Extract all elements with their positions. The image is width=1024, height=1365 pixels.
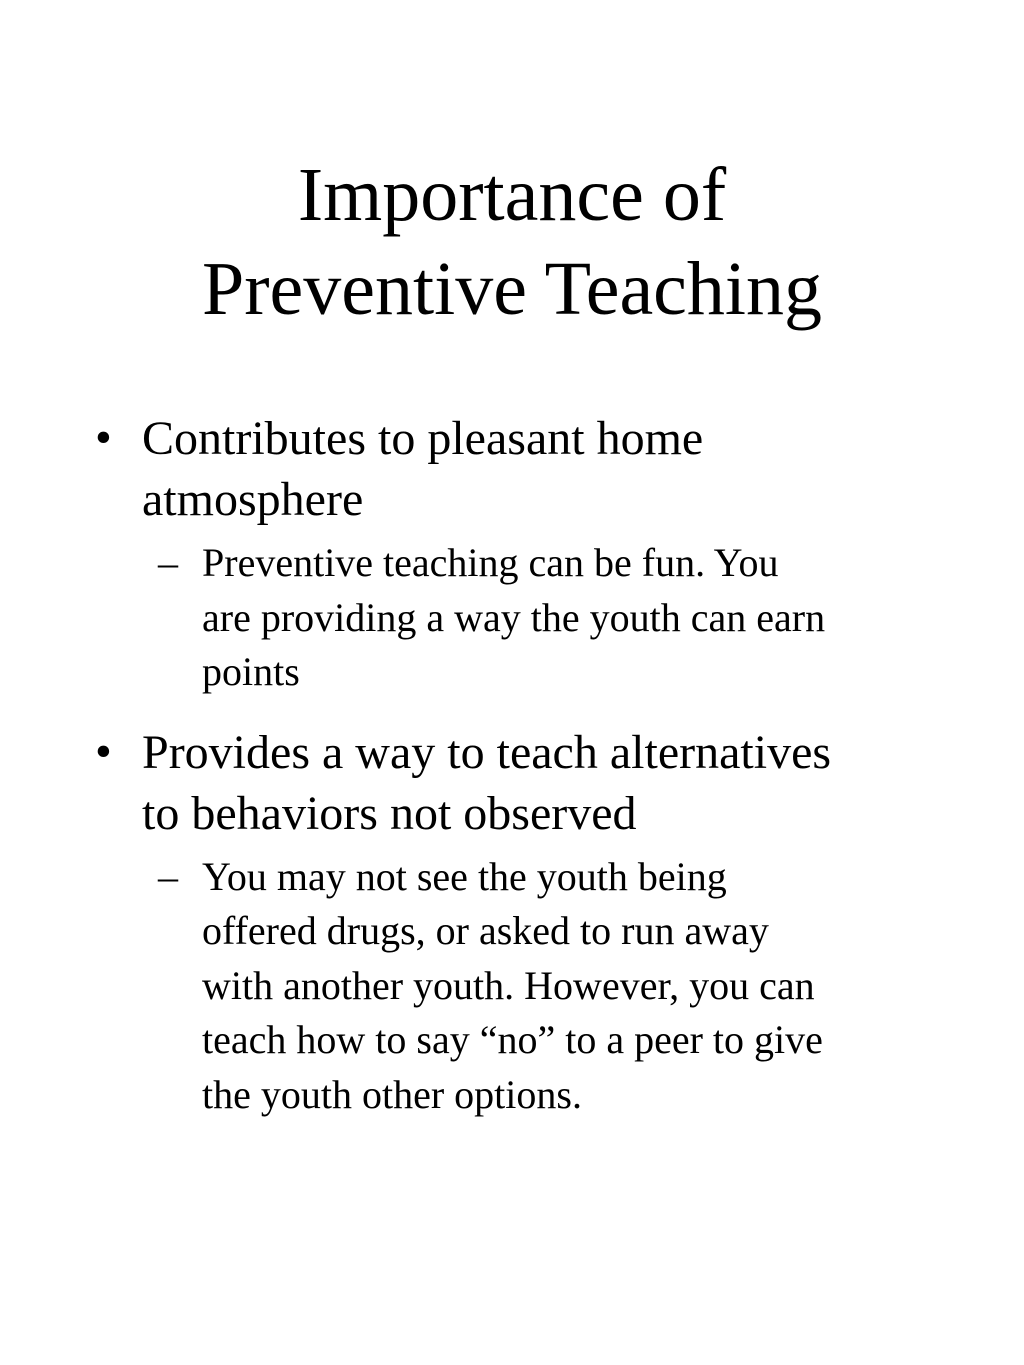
bullet-line: atmosphere <box>142 473 364 526</box>
bullet-item <box>0 722 1024 1123</box>
bullet-text <box>142 722 942 844</box>
sub-bullet-marker: – <box>158 540 178 585</box>
title-line: Preventive Teaching <box>201 247 823 331</box>
bullet-marker: • <box>95 724 112 778</box>
title-line: Importance of <box>297 153 727 237</box>
sub-bullet-marker: – <box>158 853 178 899</box>
sub-bullet-text <box>202 536 922 700</box>
bullet-line: Provides a way to teach alternatives <box>142 725 832 779</box>
sub-bullet-item <box>0 536 1024 700</box>
sub-bullet-line: teach how to say “no” to a peer to give <box>202 1017 823 1062</box>
bullet-list <box>0 408 1024 1122</box>
slide-title <box>0 148 1024 336</box>
sub-bullet-text <box>202 850 922 1123</box>
bullet-text <box>142 408 942 530</box>
sub-bullet-line: Preventive teaching can be fun. You <box>202 540 779 585</box>
spacer <box>0 700 1024 722</box>
sub-bullet-item <box>0 850 1024 1123</box>
sub-bullet-line: with another youth. However, you can <box>202 962 815 1008</box>
bullet-marker: • <box>95 411 112 464</box>
sub-bullet-line: offered drugs, or asked to run away <box>202 908 769 953</box>
bullet-line: to behaviors not observed <box>142 786 637 840</box>
bullet-line: Contributes to pleasant home <box>142 412 704 465</box>
bullet-item <box>0 408 1024 700</box>
sub-bullet-line: points <box>202 649 300 694</box>
sub-bullet-line: are providing a way the youth can earn <box>202 594 826 640</box>
sub-bullet-line: the youth other options. <box>202 1071 582 1117</box>
sub-bullet-line: You may not see the youth being <box>202 853 727 899</box>
